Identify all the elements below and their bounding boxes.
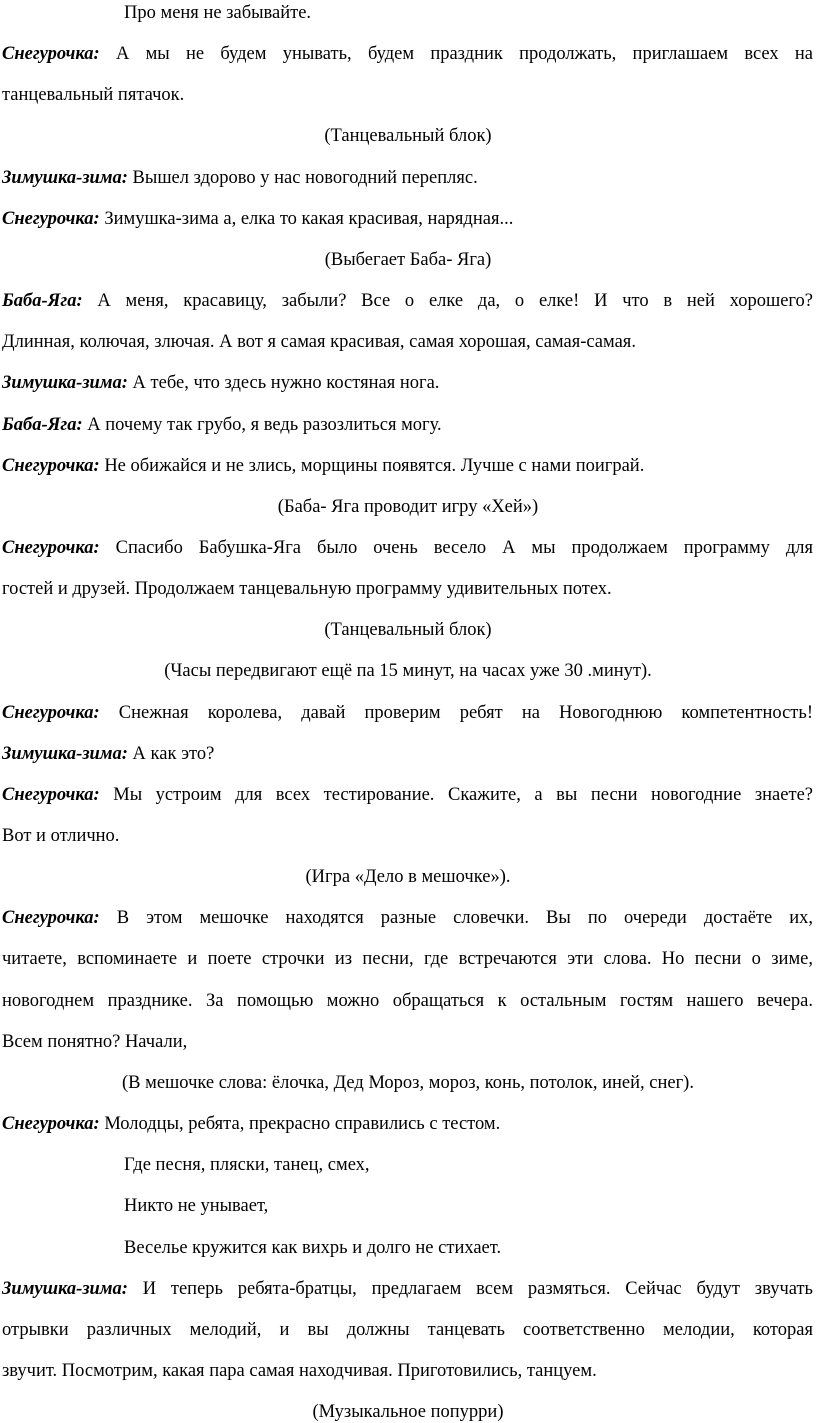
text-line <box>2 784 813 806</box>
text-line <box>2 1031 813 1053</box>
text-line <box>0 866 816 888</box>
line-text: Молодцы, ребята, прекрасно справились с тестом. <box>99 1114 501 1134</box>
text-line <box>0 249 816 271</box>
line-text: А как это? <box>127 743 215 764</box>
text-line <box>2 84 813 106</box>
line-text: Вот и отлично. <box>2 826 120 846</box>
stage-direction: (Баба- Яга проводит игру «Хей») <box>277 496 539 517</box>
text-line <box>2 1319 813 1341</box>
text-line <box>2 290 813 312</box>
speaker-name: Зимушка-зима: <box>2 743 128 764</box>
text-line <box>124 1195 814 1217</box>
line-text: Про меня не забывайте. <box>124 3 312 23</box>
text-line <box>2 948 813 970</box>
text-line <box>0 125 816 147</box>
text-line <box>0 660 816 682</box>
line-text: Не обижайся и не злись, морщины появятся. Лучше с нами поиграй. <box>99 455 645 476</box>
line-text: Веселье кружится как вихрь и долго не стихает. <box>124 1237 502 1258</box>
text-line <box>2 1360 813 1382</box>
line-text: Вышел здорово у нас новогодний перепляс. <box>127 167 478 188</box>
text-line <box>2 167 813 189</box>
text-line <box>2 372 813 394</box>
line-text: Длинная, колючая, злючая. А вот я самая красивая, самая хорошая, самая-самая. <box>2 332 636 353</box>
text-line <box>2 331 813 353</box>
speaker-name: Снегурочка: <box>2 537 100 558</box>
text-line <box>2 208 813 230</box>
text-line <box>0 1401 816 1423</box>
speaker-name: Снегурочка: <box>2 1114 100 1134</box>
line-text: Снежная королева, давай проверим ребят на Новогоднюю компетентность! <box>99 702 813 723</box>
stage-direction: (Танцевальный блок) <box>324 620 492 641</box>
line-text: Всем понятно? Начали, <box>2 1031 188 1052</box>
stage-direction: (Игра «Дело в мешочке»). <box>305 867 511 888</box>
line-text: А тебе, что здесь нужно костяная нога. <box>127 373 440 394</box>
text-line <box>124 1237 814 1259</box>
speaker-name: Снегурочка: <box>2 784 100 805</box>
line-text: отрывки различных мелодий, и вы должны танцевать соответственно мелодии, которая <box>2 1319 813 1340</box>
text-line <box>0 1072 816 1094</box>
line-text: звучит. Посмотрим, какая пара самая находчивая. Приготовились, танцуем. <box>2 1361 597 1381</box>
text-line <box>124 1154 814 1176</box>
line-text: В этом мешочке находятся разные словечки. Вы по очереди достаёте их, <box>99 908 813 929</box>
text-line <box>2 578 813 600</box>
text-line <box>2 825 813 847</box>
stage-direction: (Музыкальное попурри) <box>312 1402 504 1423</box>
line-text: И теперь ребята-братцы, предлагаем всем размяться. Сейчас будут звучать <box>127 1278 813 1299</box>
line-text: Спасибо Бабушка-Яга было очень весело А мы продолжаем программу для <box>99 537 813 558</box>
speaker-name: Снегурочка: <box>2 908 100 929</box>
text-line <box>2 1278 813 1300</box>
line-text: Где песня, пляски, танец, смех, <box>124 1155 370 1176</box>
speaker-name: Зимушка-зима: <box>2 167 128 188</box>
text-line <box>2 455 813 477</box>
text-line <box>2 537 813 559</box>
line-text: новогоднем празднике. За помощью можно обращаться к остальным гостям нашего вечера. <box>2 990 813 1011</box>
stage-direction: (Танцевальный блок) <box>324 126 492 147</box>
text-line <box>2 907 813 929</box>
stage-direction: (В мешочке слова: ёлочка, Дед Мороз, мороз, конь, потолок, иней, снег). <box>122 1072 694 1093</box>
stage-direction: (Выбегает Баба- Яга) <box>324 249 492 270</box>
line-text: танцевальный пятачок. <box>2 85 185 106</box>
speaker-name: Снегурочка: <box>2 702 100 723</box>
speaker-name: Снегурочка: <box>2 44 100 65</box>
speaker-name: Баба-Яга: <box>2 291 83 312</box>
text-line <box>2 1113 813 1135</box>
line-text: А почему так грубо, я ведь разозлиться могу. <box>82 414 442 435</box>
text-line <box>2 990 813 1012</box>
text-line <box>2 414 813 436</box>
line-text: Мы устроим для всех тестирование. Скажите, а вы песни новогодние знаете? <box>99 784 813 805</box>
line-text: А меня, красавицу, забыли? Все о елке да, о елке! И что в ней хорошего? <box>82 291 813 312</box>
speaker-name: Баба-Яга: <box>2 414 83 435</box>
line-text: А мы не будем унывать, будем праздник продолжать, приглашаем всех на <box>99 44 813 65</box>
text-line <box>2 702 813 724</box>
line-text: читаете, вспоминаете и поете строчки из песни, где встречаются эти слова. Но песни о зиме, <box>2 949 813 970</box>
speaker-name: Зимушка-зима: <box>2 1278 128 1299</box>
text-line <box>0 496 816 518</box>
line-text: Никто не унывает, <box>124 1196 269 1217</box>
text-line <box>2 743 813 765</box>
line-text: Зимушка-зима а, елка то какая красивая, нарядная... <box>99 208 514 229</box>
line-text: гостей и друзей. Продолжаем танцевальную программу удивительных потех. <box>2 579 612 600</box>
text-line <box>124 2 814 24</box>
speaker-name: Снегурочка: <box>2 455 100 476</box>
text-line <box>0 619 816 641</box>
speaker-name: Снегурочка: <box>2 208 100 229</box>
speaker-name: Зимушка-зима: <box>2 373 128 394</box>
stage-direction: (Часы передвигают ещё па 15 минут, на часах уже 30 .минут). <box>164 661 652 682</box>
text-line <box>2 43 813 65</box>
